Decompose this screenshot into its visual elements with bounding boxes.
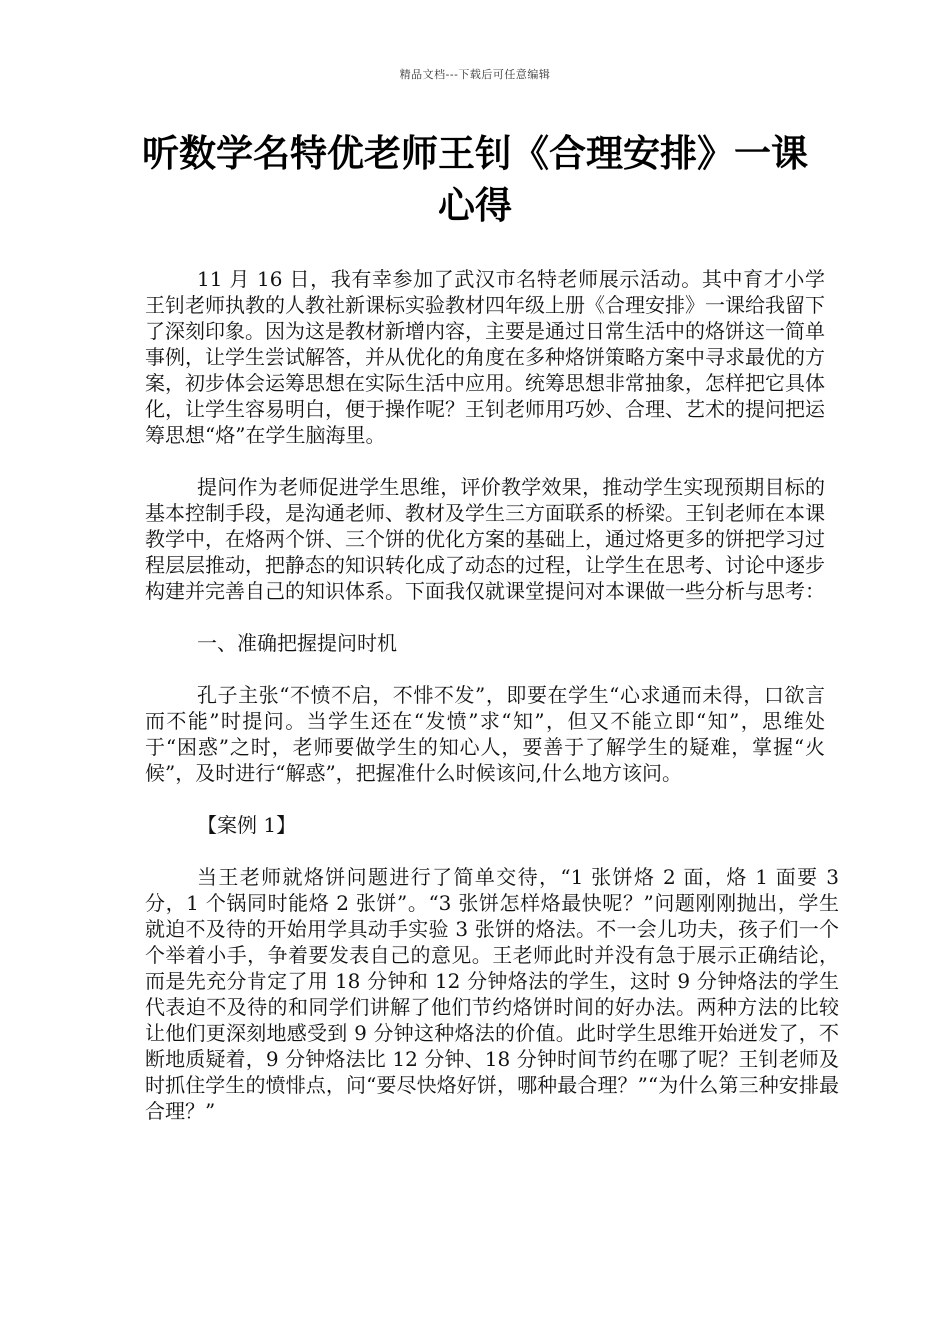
document-body xyxy=(145,266,839,1150)
paragraph-case-1: 当王老师就烙饼问题进行了简单交待，“1 张饼烙 2 面，烙 1 面要 3 分，1 个锅同时能烙 2 张饼”。“3 张饼怎样烙最快呢？”问题刚刚抛出，学生就迫不及待的开始用学具动手实验 3 张饼的烙法。不一会儿功夫，孩子们一个个举着小手，争着要发表自己的意见。王老师此时并没有急于展示正确结论，而是先充分肯定了用 18 分钟和 12 分钟烙法的学生，这时 9 分钟烙法的学生代表迫不及待的和同学们讲解了他们节约烙饼时间的好办法。两种方法的比较让他们更深刻地感受到 9 分钟这种烙法的价值。此时学生思维开始迸发了，不断地质疑着，9 分钟烙法比 12 分钟、18 分钟时间节约在哪了呢？王钊老师及时抓住学生的愤悱点，问“要尽快烙好饼，哪种最合理？”“为什么第三种安排最合理？” xyxy=(145,865,839,1123)
paragraph-intro: 11 月 16 日，我有幸参加了武汉市名特老师展示活动。其中育才小学王钊老师执教的人教社新课标实验教材四年级上册《合理安排》一课给我留下了深刻印象。因为这是教材新增内容，主要是通过日常生活中的烙饼这一简单事例，让学生尝试解答，并从优化的角度在多种烙饼策略方案中寻求最优的方案，初步体会运筹思想在实际生活中应用。统筹思想非常抽象，怎样把它具体化，让学生容易明白，便于操作呢？王钊老师用巧妙、合理、艺术的提问把运筹思想“烙”在学生脑海里。 xyxy=(145,267,825,447)
case-label-1: 【案例 1】 xyxy=(197,813,297,837)
document-title: 听数学名特优老师王钊《合理安排》一课心得 xyxy=(142,132,808,227)
section-heading-1: 一、准确把握提问时机 xyxy=(197,631,397,655)
paragraph-questioning: 提问作为老师促进学生思维，评价教学效果，推动学生实现预期目标的基本控制手段，是沟通老师、教材及学生三方面联系的桥梁。王钊老师在本课教学中，在烙两个饼、三个饼的优化方案的基础上，通过烙更多的饼把学习过程层层推动，把静态的知识转化成了动态的过程，让学生在思考、讨论中逐步构建并完善自己的知识体系。下面我仅就课堂提问对本课做一些分析与思考： xyxy=(145,475,825,603)
header-note: 精品文档---下载后可任意编辑 xyxy=(399,68,551,81)
paragraph-confucius: 孔子主张“不愤不启，不悱不发”，即要在学生“心求通而未得，口欲言而不能”时提问。当学生还在“发愤”求“知”，但又不能立即“知”，思维处于“困惑”之时，老师要做学生的知心人，要善于了解学生的疑难，掌握“火候”，及时进行“解惑”，把握准什么时候该问,什么地方该问。 xyxy=(145,683,825,785)
